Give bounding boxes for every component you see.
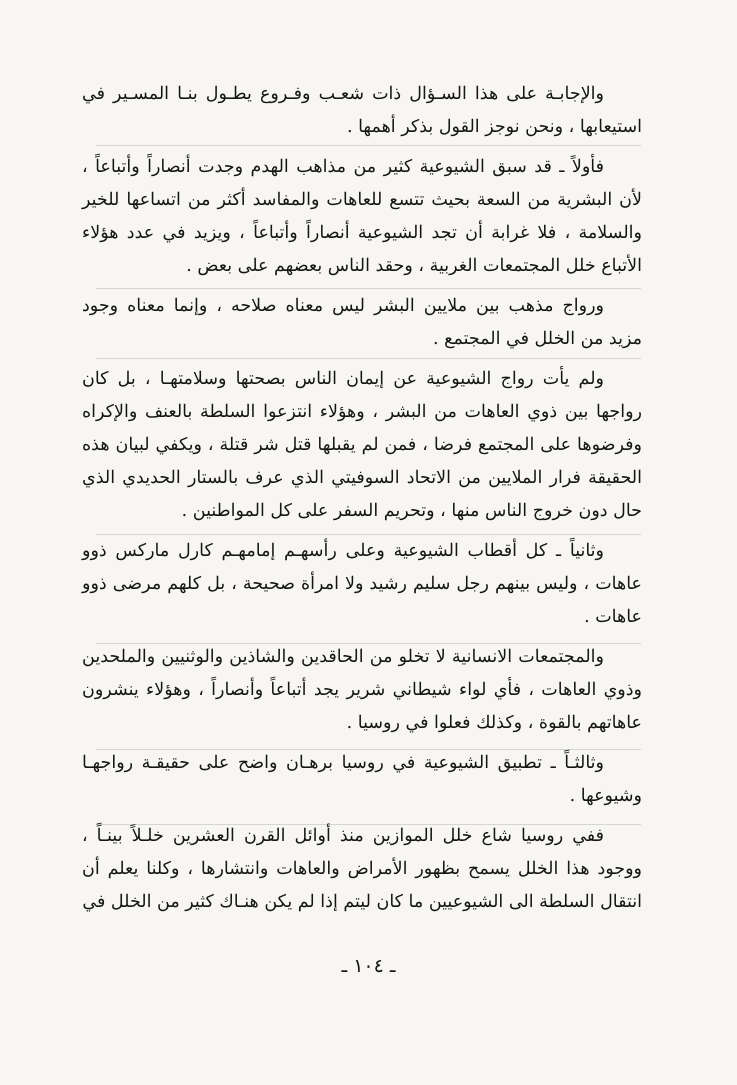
- paragraph: ولم يأت رواج الشيوعية عن إيمان الناس بصحتها وسلامتهـا ، بل كان رواجها بين ذوي العاهات من البشر ، وهؤلاء انتزعوا السلطة بالعنف والإكراه وفرضوها على المجتمع فرضا ، فمن لم يقبلها قتل شر قتلة ، ويكفي لبيان هذه الحقيقة فرار الملايين من الاتحاد السوفيتي الذي عرف بالستار الحديدي الذي حال دون خروج الناس منها ، وتحريم السفر على كل المواطنين .: [82, 369, 642, 521]
- page-number: ـ ١٠٤ ـ: [341, 955, 396, 977]
- paragraph: ورواج مذهب بين ملايين البشر ليس معناه صلاحه ، وإنما معناه وجود مزيد من الخلل في المجتمع .: [82, 296, 642, 349]
- paragraph: ففي روسيا شاع خلل الموازين منذ أوائل القرن العشرين خلـلاً بينـاً ، ووجود هذا الخلل يسمح بظهور الأمراض والعاهات وانتشارها ، وكلنا يعلم أن انتقال السلطة الى الشيوعيين ما كان ليتم إذا لم يكن هنـاك كثير من الخلل في: [82, 826, 642, 912]
- paragraph: فأولاً ـ قد سبق الشيوعية كثير من مذاهب الهدم وجدت أنصاراً وأتباعاً ، لأن البشرية من السعة بحيث تتسع للعاهات والمفاسد أكثر من اتساعها للخير والسلامة ، فلا غرابة أن تجد الشيوعية أنصاراً وأتباعاً ، ويزيد في عدد هؤلاء الأتباع خلل المجتمعات الغربية ، وحقد الناس بعضهم على بعض .: [82, 157, 642, 276]
- paragraph: والمجتمعات الانسانية لا تخلو من الحاقدين والشاذين والوثنيين والملحدين وذوي العاهات ، فأي لواء شيطاني شرير يجد أتباعاً وأنصاراً ، وهؤلاء ينشرون عاهاتهم بالقوة ، وكذلك فعلوا في روسيا .: [82, 647, 642, 733]
- paragraph: والإجابـة على هذا السـؤال ذات شعـب وفـروع يطـول بنـا المسـير في استيعابها ، ونحن نوجز القول بذكر أهمها .: [82, 84, 642, 137]
- page-body: [82, 78, 642, 926]
- paragraph: وثالثـاً ـ تطبيق الشيوعية في روسيا برهـان واضح على حقيقـة رواجهـا وشيوعها .: [82, 753, 642, 806]
- paragraph: وثانياً ـ كل أقطاب الشيوعية وعلى رأسهـم إمامهـم كارل ماركس ذوو عاهات ، وليس بينهم رجل سليم رشيد ولا امرأة صحيحة ، بل كلهم مرضى ذوو عاهات .: [82, 541, 642, 627]
